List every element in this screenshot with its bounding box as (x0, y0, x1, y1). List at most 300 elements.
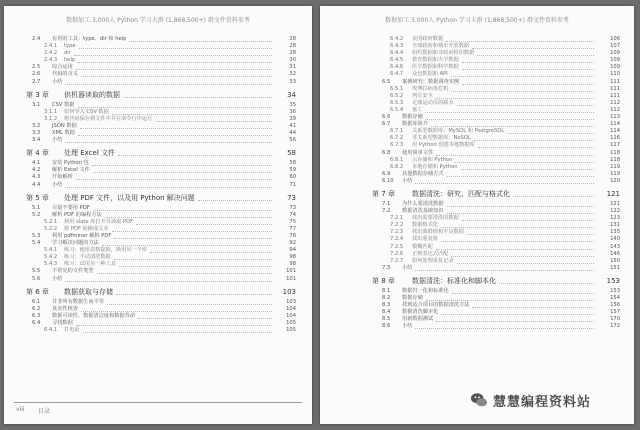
toc-entry-number: 7.2.7 (390, 257, 404, 264)
toc-entry-number: 6.5 (382, 78, 391, 85)
toc-entry-number: 6.5.2 (390, 92, 404, 99)
toc-leader-dots (507, 133, 594, 134)
toc-leader-dots (112, 114, 272, 115)
toc-entry-number: 4.4 (32, 181, 41, 188)
toc-leader-dots (81, 76, 272, 77)
toc-entry-number: 7.2.1 (390, 215, 404, 222)
toc-leader-dots (436, 98, 594, 99)
toc-entry-page: 101 (286, 275, 296, 282)
toc-leader-dots (76, 325, 272, 326)
toc-entry-row (320, 71, 634, 78)
toc-entry-page: 92 (289, 240, 296, 247)
toc-entry-number: 8.5 (382, 316, 391, 323)
toc-entry-number: 2.7 (32, 78, 41, 85)
toc-entry-row (4, 182, 312, 189)
toc-entry-title: 小结 (402, 177, 413, 184)
toc-entry-number: 5.4.1 (44, 247, 58, 254)
toc-entry-title: 关系型数据库：MySQL 和 PostgreSQL (412, 128, 505, 135)
toc-leader-dots (138, 318, 272, 319)
toc-leader-dots (93, 210, 272, 211)
toc-entry-number: 2.4.1 (44, 43, 58, 50)
toc-entry-row (4, 240, 312, 247)
toc-entry-row (320, 258, 634, 265)
toc-entry-number: 5.4 (32, 240, 41, 247)
toc-entry-number: 7.2.3 (390, 229, 404, 236)
toc-entry-number: 8.3 (382, 302, 391, 309)
toc-entry-title: 如何处理重复记录 (412, 257, 454, 264)
toc-entry-number: 第 3 章 (26, 90, 49, 99)
toc-leader-dots (478, 147, 594, 148)
toc-entry-number: 6.4 (32, 319, 41, 326)
toc-leader-dots (472, 307, 594, 308)
toc-entry-page: 34 (287, 90, 296, 99)
toc-entry-title: 数据清洗基础知识 (402, 208, 444, 215)
toc-entry-title: 案例研究：数据调查实例 (402, 78, 460, 85)
toc-leader-dots (467, 234, 594, 235)
toc-list-left (4, 36, 312, 334)
toc-entry-number: 6.5.1 (390, 85, 404, 92)
toc-entry-row (4, 247, 312, 254)
toc-entry-row (4, 276, 312, 283)
toc-entry-number: 3.4 (32, 137, 41, 144)
toc-entry-number: 第 4 章 (26, 149, 49, 158)
toc-entry-page: 154 (610, 295, 620, 301)
toc-entry-row (320, 309, 634, 316)
toc-entry-title: 处理 Excel 文件 (64, 149, 115, 158)
toc-entry-number: 4.3 (32, 174, 41, 181)
toc-entry-row (320, 135, 634, 142)
toc-chapter-row (320, 276, 634, 286)
toc-leader-dots (105, 217, 272, 218)
toc-leader-dots (462, 62, 594, 63)
toc-entry-page: 78 (289, 232, 296, 239)
toc-entry-page: 30 (289, 57, 296, 64)
toc-entry-number: 6.4.4 (390, 50, 404, 57)
toc-entry-number: 5.2 (32, 211, 41, 218)
toc-entry-page: 98 (289, 254, 296, 261)
toc-entry-title: 用新数据测试 (402, 316, 434, 323)
left-page (4, 6, 312, 424)
toc-entry-number: 6.1 (32, 298, 41, 305)
toc-entry-row (320, 43, 634, 50)
toc-entry-title: 组织数据和非政府组织数据 (412, 50, 475, 57)
toc-entry-page: 121 (610, 200, 620, 207)
toc-entry-row (320, 222, 634, 229)
toc-leader-dots (65, 84, 272, 85)
toc-entry-number: 6.5.4 (390, 106, 404, 113)
toc-entry-row (320, 302, 634, 309)
toc-entry-row (4, 320, 312, 327)
toc-entry-page: 75 (289, 218, 296, 225)
toc-entry-title: 数据库简介 (402, 121, 428, 128)
toc-entry-title: 不常见的文件类型 (52, 268, 94, 275)
toc-entry-row (320, 57, 634, 64)
toc-entry-page: 120 (610, 177, 620, 184)
toc-leader-dots (114, 238, 272, 239)
toc-entry-title: 云存储和 Python (412, 156, 453, 163)
toc-leader-dots (76, 69, 272, 70)
toc-entry-page: 39 (289, 115, 296, 122)
toc-entry-page: 104 (286, 305, 296, 312)
toc-entry-number: 8.1 (382, 287, 391, 294)
toc-entry-number: 3.1 (32, 101, 41, 108)
toc-leader-dots (461, 169, 594, 170)
toc-entry-title: 供机器读取的数据 (64, 90, 120, 99)
toc-entry-page: 151 (610, 264, 620, 271)
toc-entry-page: 35 (289, 101, 296, 108)
toc-entry-title: 将代码保存到文件中并在命令行中运行 (64, 115, 153, 122)
toc-entry-title: 解析 PDF 的编程方法 (52, 211, 102, 218)
toc-entry-page: 94 (289, 247, 296, 254)
page-number: viii (16, 406, 25, 413)
toc-entry-title: 寻找数据 (52, 319, 73, 326)
toc-entry-page: 41 (289, 122, 296, 129)
toc-leader-dots (116, 294, 272, 295)
toc-entry-number: 5.5 (32, 268, 41, 275)
toc-entry-number: 6.4.6 (390, 64, 404, 71)
toc-entry-number: 8.6 (382, 323, 391, 330)
toc-entry-row (320, 64, 634, 71)
toc-entry-page: 121 (606, 189, 620, 198)
toc-entry-page: 110 (610, 71, 620, 78)
toc-entry-title: 数据存储 (402, 295, 423, 301)
toc-leader-dots (441, 241, 594, 242)
toc-leader-dots (81, 311, 272, 312)
toc-entry-number: 7.3 (382, 264, 391, 271)
toc-leader-dots (118, 155, 272, 156)
toc-entry-title: 找出需要清洗的数据 (412, 215, 459, 222)
toc-entry-row (4, 79, 312, 86)
toc-entry-number: 5.3 (32, 232, 41, 239)
toc-entry-number: 5.6 (32, 275, 41, 282)
toc-entry-page: 77 (289, 225, 296, 232)
toc-entry-row (320, 178, 634, 185)
toc-entry-title: 尽量不要用 PDF (52, 204, 90, 211)
toc-entry-title: 代码的含义 (52, 71, 78, 78)
toc-entry-row (320, 128, 634, 135)
toc-entry-row (320, 215, 634, 222)
toc-leader-dots (436, 155, 594, 156)
toc-entry-page: 98 (289, 261, 296, 268)
toc-entry-number: 2.4.2 (44, 50, 58, 57)
toc-entry-number: 8.4 (382, 309, 391, 316)
toc-entry-title: 找到适合项目的数据清洗方法 (402, 302, 470, 309)
toc-entry-number: 3.2 (32, 122, 41, 129)
toc-entry-title: 医学数据和科学数据 (412, 64, 459, 71)
toc-leader-dots (112, 231, 272, 232)
toc-entry-number: 7.2.6 (390, 250, 404, 257)
toc-entry-page: 111 (610, 85, 620, 92)
toc-entry-page: 112 (610, 106, 620, 113)
toc-entry-row (4, 36, 312, 43)
toc-entry-page: 150 (610, 257, 620, 264)
toc-entry-number: 2.4 (32, 36, 41, 42)
toc-entry-title: 解析 Excel 文件 (52, 167, 90, 174)
toc-entry-row (320, 114, 634, 121)
toc-leader-dots (97, 273, 272, 274)
toc-entry-row (320, 79, 634, 86)
toc-entry-title: type (64, 43, 76, 50)
toc-entry-page: 107 (610, 43, 620, 50)
toc-entry-number: 6.7.1 (390, 128, 404, 135)
toc-entry-row (4, 50, 312, 57)
toc-chapter-row (320, 189, 634, 199)
toc-entry-title: 处理 PDF 文件，以及用 Python 解决问题 (64, 193, 195, 202)
toc-entry-title: JSON 数据 (52, 122, 77, 129)
toc-entry-title: 数据获取与存储 (64, 287, 113, 296)
toc-entry-number: 3.3 (32, 130, 41, 137)
toc-leader-dots (415, 183, 594, 184)
toc-entry-title: 开始解析 (52, 174, 73, 181)
toc-entry-title: help (64, 57, 76, 64)
toc-chapter-row (4, 193, 312, 203)
toc-entry-row (320, 107, 634, 114)
running-header: 数据加工 3,000人 Python 学习大群 (1,868,500+) 群文件资料参考 (66, 17, 250, 24)
toc-entry-page: 56 (289, 137, 296, 144)
toc-entry-number: 5.2.2 (44, 225, 58, 232)
toc-entry-row (320, 201, 634, 208)
toc-entry-row (320, 171, 634, 178)
toc-leader-dots (65, 281, 272, 282)
watermark (466, 388, 595, 412)
toc-entry-page: 122 (610, 208, 620, 215)
toc-entry-row (4, 299, 312, 306)
toc-entry-number: 5.1 (32, 204, 41, 211)
toc-leader-dots (436, 249, 594, 250)
toc-entry-number: 3.1.2 (44, 115, 58, 122)
toc-leader-dots (123, 97, 272, 98)
toc-entry-row (4, 226, 312, 233)
toc-entry-title: 为什么要清洗数据 (402, 200, 444, 207)
toc-entry-row (320, 50, 634, 57)
toc-entry-row (320, 150, 634, 157)
toc-entry-page: 28 (289, 43, 296, 50)
toc-entry-page: 123 (610, 215, 620, 222)
toc-entry-row (4, 43, 312, 50)
toc-entry-number: 第 8 章 (372, 276, 395, 285)
toc-leader-dots (65, 142, 272, 143)
toc-leader-dots (426, 300, 594, 301)
toc-entry-row (4, 233, 312, 240)
toc-entry-row (4, 71, 312, 78)
toc-entry-page: 36 (289, 108, 296, 115)
toc-entry-page: 140 (610, 236, 620, 243)
toc-entry-number: 2.5 (32, 64, 41, 71)
toc-entry-page: 44 (289, 130, 296, 137)
toc-entry-title: 小结 (402, 264, 413, 271)
toc-leader-dots (102, 245, 272, 246)
toc-entry-row (320, 229, 634, 236)
toc-entry-page: 58 (287, 149, 296, 158)
toc-entry-title: CSV 数据 (52, 101, 75, 108)
toc-entry-title: 数据可读性、数据清洁度和数据寿命 (52, 312, 136, 319)
toc-entry-title: 学习解决问题的方法 (52, 240, 99, 247)
toc-chapter-row (4, 287, 312, 297)
toc-leader-dots (83, 332, 272, 333)
toc-entry-title: 使用简单文件 (402, 149, 434, 156)
toc-leader-dots (78, 107, 272, 108)
toc-leader-dots (425, 112, 594, 113)
toc-entry-title: 打电话 (64, 327, 80, 333)
toc-entry-number: 6.4.1 (44, 327, 58, 333)
toc-leader-dots (452, 293, 594, 294)
toc-entry-row (320, 288, 634, 295)
toc-leader-dots (78, 135, 272, 136)
toc-entry-row (320, 86, 634, 93)
toc-entry-row (320, 93, 634, 100)
toc-entry-title: 练习：手动清洗数据 (64, 254, 111, 261)
toc-entry-number: 7.2 (382, 208, 391, 215)
toc-entry-page: 170 (610, 316, 620, 323)
toc-entry-number: 6.3 (32, 312, 41, 319)
toc-list-right (320, 36, 634, 330)
toc-entry-row (4, 313, 312, 320)
toc-entry-title: 小结 (402, 323, 413, 330)
watermark-text: 慧慧编程资料站 (493, 394, 592, 410)
toc-entry-title: 找出离群值和不良数据 (412, 229, 464, 236)
toc-entry-number: 6.4.7 (390, 71, 404, 78)
toc-entry-number: 6.7.3 (390, 142, 404, 149)
toc-entry-row (4, 306, 312, 313)
toc-entry-page: 105 (286, 319, 296, 326)
toc-entry-title: 用 Python 创建本地数据库 (412, 142, 475, 149)
toc-entry-number: 6.8.2 (390, 163, 404, 170)
toc-entry-row (4, 327, 312, 334)
toc-entry-row (4, 167, 312, 174)
toc-entry-number: 2.6 (32, 71, 41, 78)
toc-entry-row (4, 57, 312, 64)
toc-entry-page: 116 (610, 135, 620, 142)
toc-entry-row (4, 254, 312, 261)
toc-entry-page: 58 (289, 160, 296, 167)
toc-leader-dots (457, 105, 594, 106)
toc-leader-dots (451, 76, 594, 77)
toc-leader-dots (78, 62, 272, 63)
toc-entry-title: 数据清洗脚本化 (402, 309, 439, 316)
toc-entry-number: 6.10 (382, 177, 394, 184)
toc-entry-row (320, 164, 634, 171)
toc-entry-page: 103 (286, 298, 296, 305)
toc-entry-title: 练习：试用另一种工具 (64, 261, 116, 268)
toc-entry-page: 28 (289, 50, 296, 57)
toc-entry-page: 118 (610, 149, 620, 156)
toc-leader-dots (447, 176, 594, 177)
toc-chapter-row (4, 148, 312, 158)
toc-leader-dots (446, 41, 594, 42)
section-label: 目录 (38, 408, 51, 415)
right-page (320, 6, 634, 424)
toc-entry-row (4, 212, 312, 219)
toc-entry-row (4, 116, 312, 123)
toc-entry-number: 第 6 章 (26, 287, 49, 296)
toc-leader-dots (441, 314, 594, 315)
toc-entry-row (4, 102, 312, 109)
toc-entry-number: 6.8.1 (390, 156, 404, 163)
toc-entry-title: 小结 (52, 181, 63, 188)
toc-entry-title: 数据归一化和标准化 (402, 287, 449, 294)
toc-entry-number: 6.7.2 (390, 135, 404, 142)
toc-entry-title: 全球政府和城市开放数据 (412, 43, 470, 50)
toc-leader-dots (114, 259, 272, 260)
toc-leader-dots (462, 220, 594, 221)
toc-entry-row (4, 205, 312, 212)
toc-entry-number: 5.4.3 (44, 261, 58, 268)
toc-leader-dots (92, 165, 272, 166)
toc-entry-number: 6.9 (382, 170, 391, 177)
toc-entry-title: 如何导入 CSV 数据 (64, 108, 109, 115)
toc-entry-title: 数据清洗：研究、匹配与格式化 (412, 189, 510, 198)
toc-entry-row (4, 219, 312, 226)
toc-entry-row (4, 123, 312, 130)
toc-leader-dots (457, 263, 594, 264)
toc-entry-title: 教育数据和大学数据 (412, 57, 459, 64)
toc-entry-title: 埃博拉病毒危机 (412, 85, 449, 92)
toc-entry-page: 146 (610, 250, 620, 257)
toc-entry-page: 109 (610, 57, 620, 64)
toc-leader-dots (451, 256, 594, 257)
toc-entry-row (4, 137, 312, 144)
toc-entry-title: 本地存储和 Python (412, 163, 458, 170)
toc-leader-dots (436, 321, 594, 322)
toc-entry-title: 利用 pdfminer 解析 PDF (52, 232, 112, 239)
toc-entry-title: 并非所有数据生而平等 (52, 298, 104, 305)
toc-entry-page: 103 (282, 287, 296, 296)
toc-entry-number: 第 5 章 (26, 193, 49, 202)
toc-entry-title: 列车安全 (412, 92, 433, 99)
toc-entry-page: 73 (287, 193, 296, 202)
toc-entry-title: XML 数据 (52, 130, 75, 137)
toc-leader-dots (415, 270, 594, 271)
toc-entry-row (320, 316, 634, 323)
toc-entry-row (320, 244, 634, 251)
toc-entry-page: 131 (610, 222, 620, 229)
toc-entry-number: 4.1 (32, 160, 41, 167)
toc-leader-dots (477, 55, 594, 56)
toc-leader-dots (426, 119, 594, 120)
toc-entry-title: 安装 Python 包 (52, 160, 89, 167)
toc-entry-row (320, 142, 634, 149)
toc-entry-title: 数据清洗：标准化和脚本化 (412, 276, 496, 285)
toc-entry-row (4, 130, 312, 137)
toc-entry-title: 众包数据和 API (412, 71, 448, 78)
toc-entry-title: dir (64, 50, 71, 57)
toc-entry-title: 童工 (412, 106, 423, 113)
toc-entry-number: 4.2 (32, 167, 41, 174)
toc-entry-title: 数据格式化 (412, 222, 438, 229)
toc-entry-title: 足球运动员的薪水 (412, 99, 454, 106)
toc-entry-page: 157 (610, 309, 620, 316)
toc-entry-title: 利用 slate 库打开并读取 PDF (64, 218, 134, 225)
toc-leader-dots (447, 213, 594, 214)
toc-entry-row (4, 160, 312, 167)
toc-entry-page: 73 (289, 204, 296, 211)
toc-leader-dots (119, 266, 272, 267)
toc-entry-title: 找出重复值 (412, 236, 438, 243)
toc-entry-number: 6.6 (382, 114, 391, 121)
toc-entry-page: 114 (610, 121, 620, 128)
toc-entry-page: 112 (610, 99, 620, 106)
toc-entry-number: 8.2 (382, 295, 391, 301)
toc-entry-title: 数据存储 (402, 114, 423, 121)
toc-leader-dots (455, 162, 594, 163)
toc-leader-dots (415, 328, 594, 329)
page-footer (14, 402, 302, 415)
toc-entry-row (320, 295, 634, 302)
toc-leader-dots (198, 200, 272, 201)
toc-entry-page: 59 (289, 167, 296, 174)
toc-entry-page: 111 (610, 78, 620, 85)
toc-entry-row (320, 157, 634, 164)
